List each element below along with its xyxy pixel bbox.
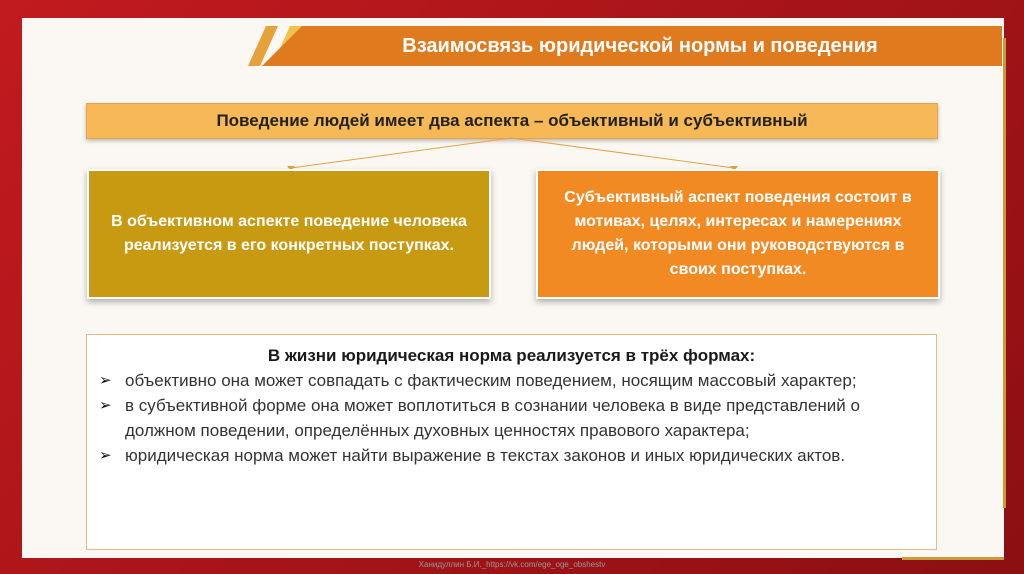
- list-item-text: объективно она может совпадать с фактическим поведением, носящим массовый характер;: [125, 371, 857, 390]
- list-item: [99, 368, 924, 393]
- subjective-aspect-text: Субъективный аспект поведения состоит в мотивах, целях, интересах и намерениях людей, которыми они руководствуются в своих поступках.: [564, 189, 912, 278]
- forms-title: В жизни юридическая норма реализуется в трёх формах:: [267, 346, 756, 365]
- aspects-heading: Поведение людей имеет два аспекта – объективный и субъективный: [86, 103, 938, 139]
- norm-forms-panel: [86, 334, 937, 550]
- list-item: [99, 393, 924, 443]
- list-item-text: юридическая норма может найти выражение в текстах законов и иных юридических актов.: [125, 446, 846, 465]
- objective-aspect-text: В объективном аспекте поведение человека реализуется в его конкретных поступках.: [111, 213, 467, 254]
- list-item: [99, 443, 924, 468]
- footer-credit: Ханидуллин Б.И._https://vk.com/ege_oge_obshestv: [418, 560, 606, 569]
- list-item-text: в субъективной форме она может воплотиться в сознании человека в виде представлений о должном поведении, определённых духовных ценностях правового характера;: [125, 396, 860, 440]
- arrow-bullet-icon: ➢: [99, 372, 112, 389]
- arrow-bullet-icon: ➢: [99, 447, 112, 464]
- arrow-bullet-icon: ➢: [99, 397, 112, 414]
- objective-aspect-box: [87, 169, 491, 299]
- page-title: Взаимосвязь юридической нормы и поведения: [402, 35, 878, 57]
- subjective-aspect-box: [536, 169, 940, 299]
